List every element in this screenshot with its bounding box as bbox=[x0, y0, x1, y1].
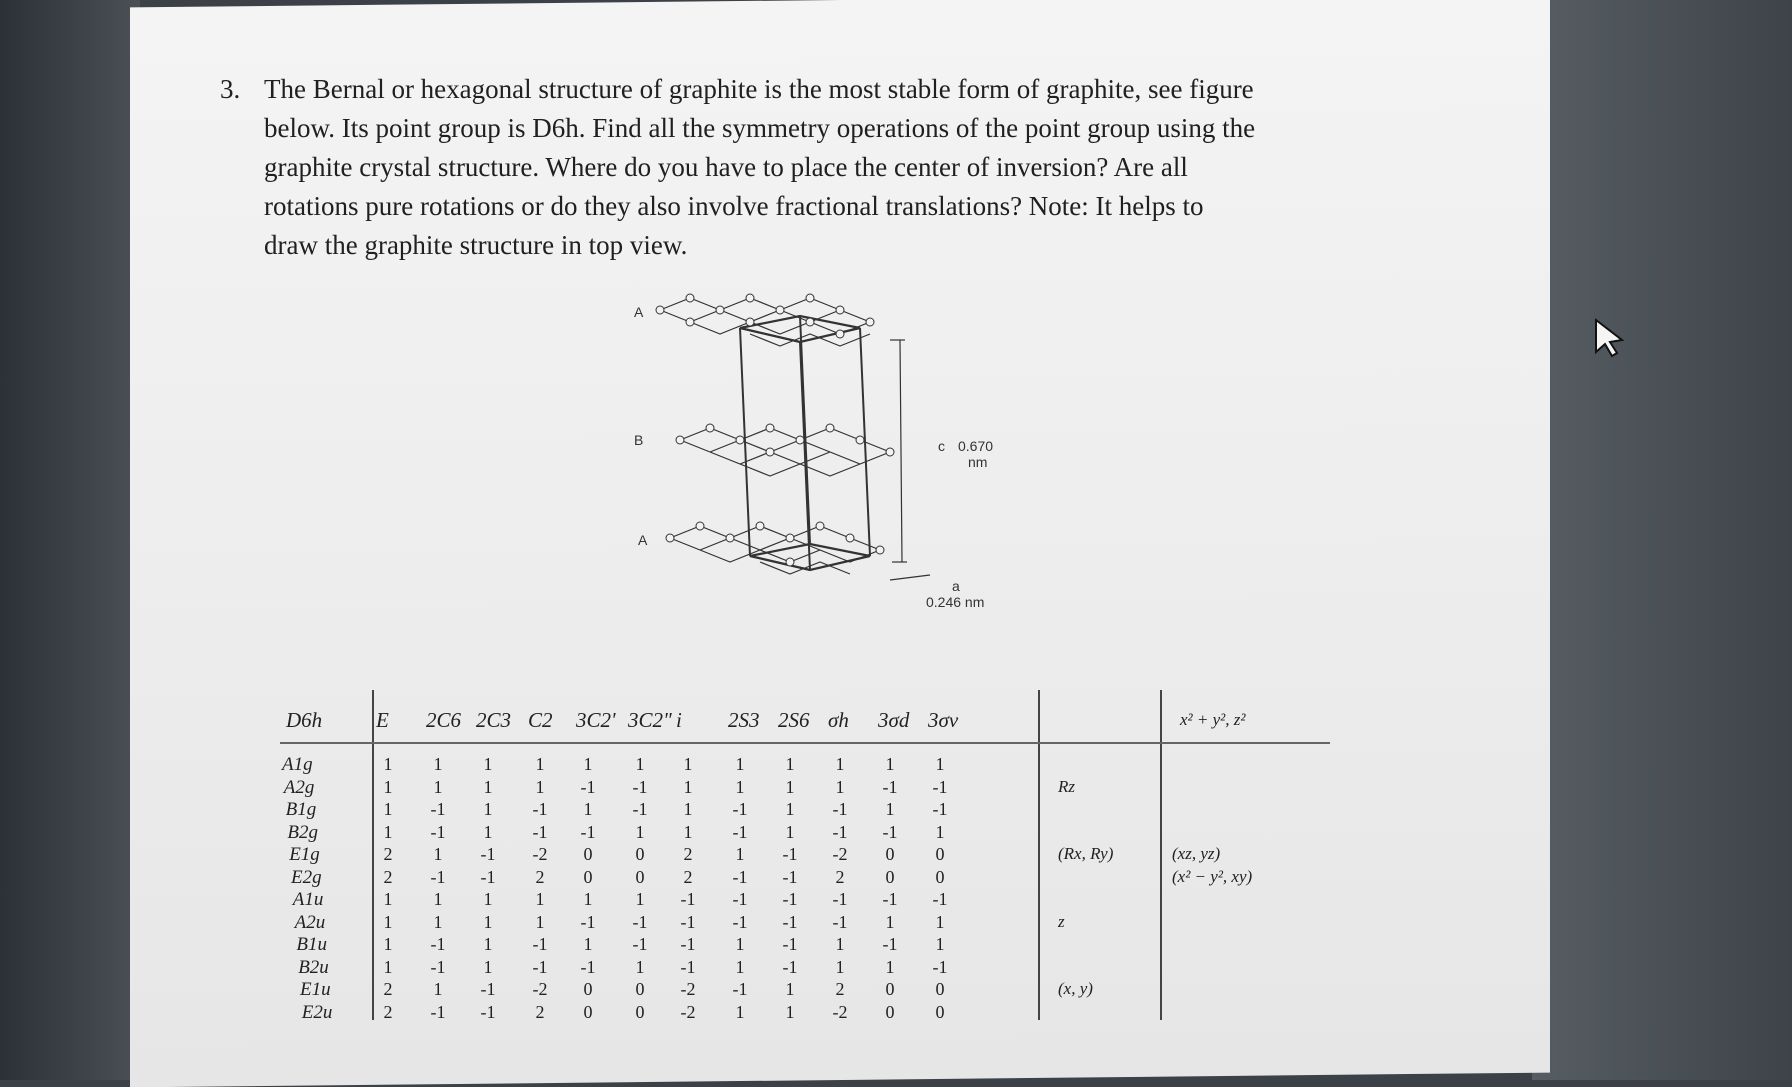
character-value: 0 bbox=[583, 979, 593, 999]
character-value: -1 bbox=[430, 956, 446, 977]
character-value: 1 bbox=[683, 799, 693, 819]
problem-line: graphite crystal structure. Where do you have to place the center of inversion? Are all bbox=[264, 152, 1188, 182]
character-value: -1 bbox=[580, 911, 596, 932]
character-value: 1 bbox=[935, 821, 945, 842]
character-value: 1 bbox=[785, 979, 795, 999]
character-value: 2 bbox=[383, 866, 393, 887]
character-value: 1 bbox=[483, 889, 493, 909]
character-value: -2 bbox=[680, 1001, 696, 1022]
character-value: 0 bbox=[583, 866, 593, 887]
linear-basis: (Rx, Ry) bbox=[1058, 844, 1114, 863]
character-value: 1 bbox=[433, 754, 443, 774]
character-value: 1 bbox=[583, 754, 593, 774]
character-value: 1 bbox=[483, 754, 493, 774]
column-header: 3C2" bbox=[628, 708, 672, 732]
c-axis-label: c bbox=[938, 438, 945, 454]
character-value: 1 bbox=[935, 911, 945, 932]
character-value: -1 bbox=[732, 911, 748, 932]
character-value: 1 bbox=[885, 754, 895, 774]
character-value: -1 bbox=[932, 956, 948, 977]
irrep-label: B2u bbox=[298, 956, 329, 978]
character-value: -1 bbox=[632, 934, 648, 954]
character-value: 1 bbox=[835, 754, 845, 774]
character-value: 0 bbox=[635, 844, 645, 864]
character-value: 1 bbox=[785, 776, 795, 797]
character-value: -1 bbox=[732, 889, 748, 909]
a-axis-value: 0.246 nm bbox=[926, 594, 985, 610]
irrep-label: E2g bbox=[291, 866, 322, 888]
character-value: -1 bbox=[580, 956, 596, 977]
layer-label-b: B bbox=[634, 432, 644, 448]
character-value: 1 bbox=[433, 776, 443, 797]
character-value: 0 bbox=[885, 1001, 895, 1022]
linear-basis: z bbox=[1058, 911, 1065, 931]
character-value: -1 bbox=[782, 911, 798, 932]
background-left bbox=[0, 0, 140, 1080]
c-axis-value: 0.670 bbox=[958, 438, 994, 454]
character-value: -1 bbox=[632, 799, 648, 819]
character-value: 1 bbox=[935, 754, 945, 774]
character-value: 1 bbox=[835, 956, 845, 977]
character-value: -1 bbox=[580, 821, 596, 842]
character-value: 0 bbox=[635, 1001, 645, 1022]
character-value: 1 bbox=[683, 821, 693, 842]
character-value: 1 bbox=[483, 821, 493, 842]
irrep-label: A1g bbox=[282, 754, 313, 775]
character-value: 1 bbox=[383, 934, 393, 954]
character-value: -1 bbox=[882, 889, 898, 909]
column-header: 3C2' bbox=[576, 708, 616, 732]
character-value: 2 bbox=[683, 866, 693, 887]
character-value: 1 bbox=[735, 754, 745, 774]
character-value: 0 bbox=[885, 844, 895, 864]
character-value: -1 bbox=[632, 776, 648, 797]
character-value: -1 bbox=[480, 844, 496, 864]
character-value: -1 bbox=[732, 799, 748, 819]
character-value: 0 bbox=[635, 866, 645, 887]
linear-basis: Rz bbox=[1058, 776, 1075, 796]
character-value: 1 bbox=[535, 754, 545, 774]
character-value: 1 bbox=[785, 821, 795, 842]
character-value: -1 bbox=[430, 1001, 446, 1022]
column-header: 3σv bbox=[928, 708, 959, 732]
a-axis-label: a bbox=[952, 578, 960, 594]
character-value: 1 bbox=[535, 776, 545, 797]
layer-label-a-bottom: A bbox=[638, 532, 648, 548]
character-value: -1 bbox=[732, 979, 748, 999]
character-value: 1 bbox=[383, 889, 393, 909]
character-value: -1 bbox=[430, 866, 446, 887]
problem-line: The Bernal or hexagonal structure of graphite is the most stable form of graphite, see figure bbox=[264, 74, 1254, 104]
table-divider bbox=[1160, 690, 1162, 1020]
character-value: 2 bbox=[535, 866, 545, 887]
quadratic-basis: (x² − y², xy) bbox=[1172, 866, 1253, 886]
character-value: 2 bbox=[535, 1001, 545, 1022]
character-value: 1 bbox=[635, 889, 645, 909]
character-value: 1 bbox=[635, 956, 645, 977]
character-value: 0 bbox=[885, 866, 895, 887]
column-header: 3σd bbox=[878, 708, 910, 732]
quadratic-basis: x² + y², z² bbox=[1180, 710, 1246, 729]
character-value: -1 bbox=[832, 911, 848, 932]
character-value: -1 bbox=[680, 889, 696, 909]
character-value: 1 bbox=[383, 776, 393, 797]
character-value: -1 bbox=[732, 821, 748, 842]
column-header: i bbox=[676, 708, 682, 732]
character-value: 1 bbox=[635, 821, 645, 842]
character-value: 1 bbox=[535, 911, 545, 932]
character-value: -1 bbox=[532, 934, 548, 954]
character-value: 0 bbox=[935, 1001, 945, 1022]
character-table bbox=[280, 690, 1340, 1030]
character-value: 1 bbox=[483, 956, 493, 977]
character-value: 0 bbox=[885, 979, 895, 999]
character-value: 1 bbox=[835, 934, 845, 954]
character-value: -2 bbox=[680, 979, 696, 999]
character-value: -1 bbox=[732, 866, 748, 887]
character-value: 2 bbox=[383, 844, 393, 864]
character-value: 1 bbox=[735, 956, 745, 977]
character-value: 0 bbox=[635, 979, 645, 999]
column-header: 2S3 bbox=[728, 708, 760, 732]
character-value: 1 bbox=[735, 844, 745, 864]
character-value: -1 bbox=[932, 889, 948, 909]
problem-text bbox=[264, 70, 1380, 265]
character-value: -1 bbox=[580, 776, 596, 797]
quadratic-basis: (xz, yz) bbox=[1172, 844, 1221, 863]
character-value: -1 bbox=[882, 821, 898, 842]
table-divider bbox=[1038, 690, 1040, 1020]
character-value: -1 bbox=[680, 934, 696, 954]
character-value: -1 bbox=[480, 866, 496, 887]
irrep-label: E1u bbox=[300, 979, 331, 1000]
character-value: 1 bbox=[785, 1001, 795, 1022]
character-value: 1 bbox=[383, 956, 393, 977]
character-value: 1 bbox=[885, 956, 895, 977]
point-group-label: D6h bbox=[286, 708, 323, 732]
character-value: -1 bbox=[480, 1001, 496, 1022]
character-value: 1 bbox=[735, 934, 745, 954]
character-value: 1 bbox=[885, 911, 895, 932]
character-value: 1 bbox=[433, 979, 443, 999]
irrep-label: B2g bbox=[287, 821, 318, 843]
problem-line: draw the graphite structure in top view. bbox=[264, 230, 688, 260]
character-value: -1 bbox=[480, 979, 496, 999]
character-value: 0 bbox=[935, 844, 945, 864]
character-value: 2 bbox=[683, 844, 693, 864]
problem-number: 3. bbox=[220, 74, 241, 104]
character-value: 2 bbox=[835, 979, 845, 999]
character-value: -1 bbox=[932, 776, 948, 797]
character-value: -1 bbox=[532, 799, 548, 819]
character-value: -1 bbox=[882, 934, 898, 954]
column-header: σh bbox=[828, 708, 849, 732]
irrep-label: B1u bbox=[296, 934, 327, 955]
character-value: -1 bbox=[430, 934, 446, 954]
linear-basis: (x, y) bbox=[1058, 979, 1093, 998]
irrep-label: A2g bbox=[283, 776, 315, 798]
character-value: -1 bbox=[832, 821, 848, 842]
irrep-label: E2u bbox=[301, 1001, 333, 1023]
character-value: 0 bbox=[935, 979, 945, 999]
character-value: 1 bbox=[785, 799, 795, 819]
character-value: -1 bbox=[782, 889, 798, 909]
character-value: -2 bbox=[832, 1001, 848, 1022]
character-value: -1 bbox=[430, 799, 446, 819]
character-value: 0 bbox=[583, 1001, 593, 1022]
character-value: 1 bbox=[433, 844, 443, 864]
character-value: 1 bbox=[483, 799, 493, 819]
graphite-structure-figure bbox=[600, 270, 1020, 630]
background-right bbox=[1532, 0, 1792, 1080]
character-value: -1 bbox=[532, 956, 548, 977]
problem-line: below. Its point group is D6h. Find all the symmetry operations of the point group using the bbox=[264, 113, 1256, 143]
mouse-pointer-icon bbox=[1592, 318, 1628, 363]
character-value: 1 bbox=[735, 776, 745, 797]
character-value: 1 bbox=[583, 934, 593, 954]
column-header: 2C6 bbox=[426, 708, 462, 732]
character-value: 1 bbox=[583, 799, 593, 819]
character-value: -2 bbox=[832, 844, 848, 864]
character-value: 1 bbox=[383, 799, 393, 819]
character-value: -1 bbox=[782, 934, 798, 954]
character-value: -1 bbox=[882, 776, 898, 797]
character-value: -1 bbox=[632, 911, 648, 932]
character-value: 1 bbox=[935, 934, 945, 954]
character-value: 0 bbox=[935, 866, 945, 887]
character-value: 1 bbox=[383, 821, 393, 842]
character-value: -1 bbox=[832, 889, 848, 909]
character-value: -1 bbox=[680, 911, 696, 932]
character-value: -1 bbox=[932, 799, 948, 819]
character-value: -1 bbox=[782, 866, 798, 887]
character-value: 1 bbox=[433, 889, 443, 909]
character-value: 2 bbox=[383, 979, 393, 999]
character-value: 1 bbox=[735, 1001, 745, 1022]
column-header: E bbox=[376, 708, 389, 732]
character-value: 1 bbox=[683, 776, 693, 797]
character-value: 1 bbox=[383, 911, 393, 932]
character-value: 2 bbox=[835, 866, 845, 887]
character-value: 1 bbox=[535, 889, 545, 909]
c-axis-unit: nm bbox=[968, 454, 988, 470]
irrep-label: A2u bbox=[294, 911, 326, 933]
character-value: 1 bbox=[835, 776, 845, 797]
character-value: -1 bbox=[430, 821, 446, 842]
character-value: 2 bbox=[383, 1001, 393, 1022]
character-value: -2 bbox=[532, 844, 548, 864]
problem-line: rotations pure rotations or do they also involve fractional translations? Note: It helps to bbox=[264, 191, 1204, 221]
character-value: 1 bbox=[383, 754, 393, 774]
layer-label-a-top: A bbox=[634, 304, 644, 320]
column-header: C2 bbox=[528, 708, 553, 732]
character-value: -1 bbox=[532, 821, 548, 842]
character-value: 1 bbox=[635, 754, 645, 774]
character-value: 1 bbox=[483, 911, 493, 932]
character-value: -1 bbox=[832, 799, 848, 819]
character-value: -2 bbox=[532, 979, 548, 999]
column-header: 2C3 bbox=[476, 708, 512, 732]
character-value: 1 bbox=[785, 754, 795, 774]
character-value: 1 bbox=[583, 889, 593, 909]
irrep-label: E1g bbox=[289, 844, 320, 865]
character-value: 0 bbox=[583, 844, 593, 864]
irrep-label: B1g bbox=[285, 799, 317, 820]
character-value: 1 bbox=[483, 776, 493, 797]
problem-statement bbox=[220, 70, 1380, 265]
character-value: -1 bbox=[782, 844, 798, 864]
column-header: 2S6 bbox=[778, 708, 810, 732]
irrep-label: A1u bbox=[292, 889, 324, 910]
character-value: 1 bbox=[483, 934, 493, 954]
character-value: 1 bbox=[433, 911, 443, 932]
character-value: -1 bbox=[680, 956, 696, 977]
graphite-lattice-drawing bbox=[600, 270, 1020, 630]
table-header-rule bbox=[280, 742, 1330, 744]
character-value: 1 bbox=[683, 754, 693, 774]
character-value: 1 bbox=[885, 799, 895, 819]
character-value: -1 bbox=[782, 956, 798, 977]
